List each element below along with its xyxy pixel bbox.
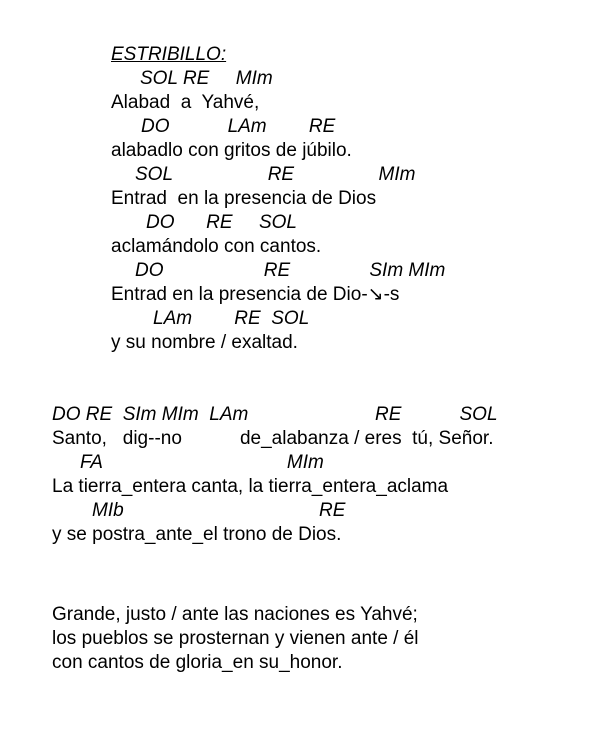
lyric-line: Alabad a Yahvé,: [111, 92, 260, 113]
chord-line: LAm RE SOL: [153, 308, 310, 329]
lyric-line: Entrad en la presencia de Dios: [111, 188, 377, 209]
chord-line: DO LAm RE: [141, 116, 336, 137]
lyric-line: Grande, justo / ante las naciones es Yahvé;: [52, 604, 418, 625]
chord-line: MIb RE: [92, 500, 346, 521]
lyric-line: y se postra_ante_el trono de Dios.: [52, 524, 342, 545]
chord-line: DO RE SIm MIm LAm RE SOL: [52, 404, 498, 425]
lyric-line: alabadlo con gritos de júbilo.: [111, 140, 352, 161]
chord-line: SOL RE MIm: [140, 68, 273, 89]
chord-line: DO RE SOL: [146, 212, 297, 233]
lyric-line: y su nombre / exaltad.: [111, 332, 298, 353]
lyric-line: La tierra_entera canta, la tierra_entera_aclama: [52, 476, 449, 497]
lyric-line: Santo, dig--no de_alabanza / eres tú, Señor.: [52, 428, 494, 449]
chord-line: DO RE SIm MIm: [135, 260, 446, 281]
lyric-line: con cantos de gloria_en su_honor.: [52, 652, 343, 673]
chord-line: SOL RE MIm: [135, 164, 416, 185]
lyric-line: Entrad en la presencia de Dio-↘-s: [111, 284, 400, 305]
lyric-line: aclamándolo con cantos.: [111, 236, 322, 257]
lyric-line: los pueblos se prosternan y vienen ante / él: [52, 628, 419, 649]
chord-line: FA MIm: [80, 452, 324, 473]
chorus-heading: ESTRIBILLO:: [111, 44, 227, 65]
